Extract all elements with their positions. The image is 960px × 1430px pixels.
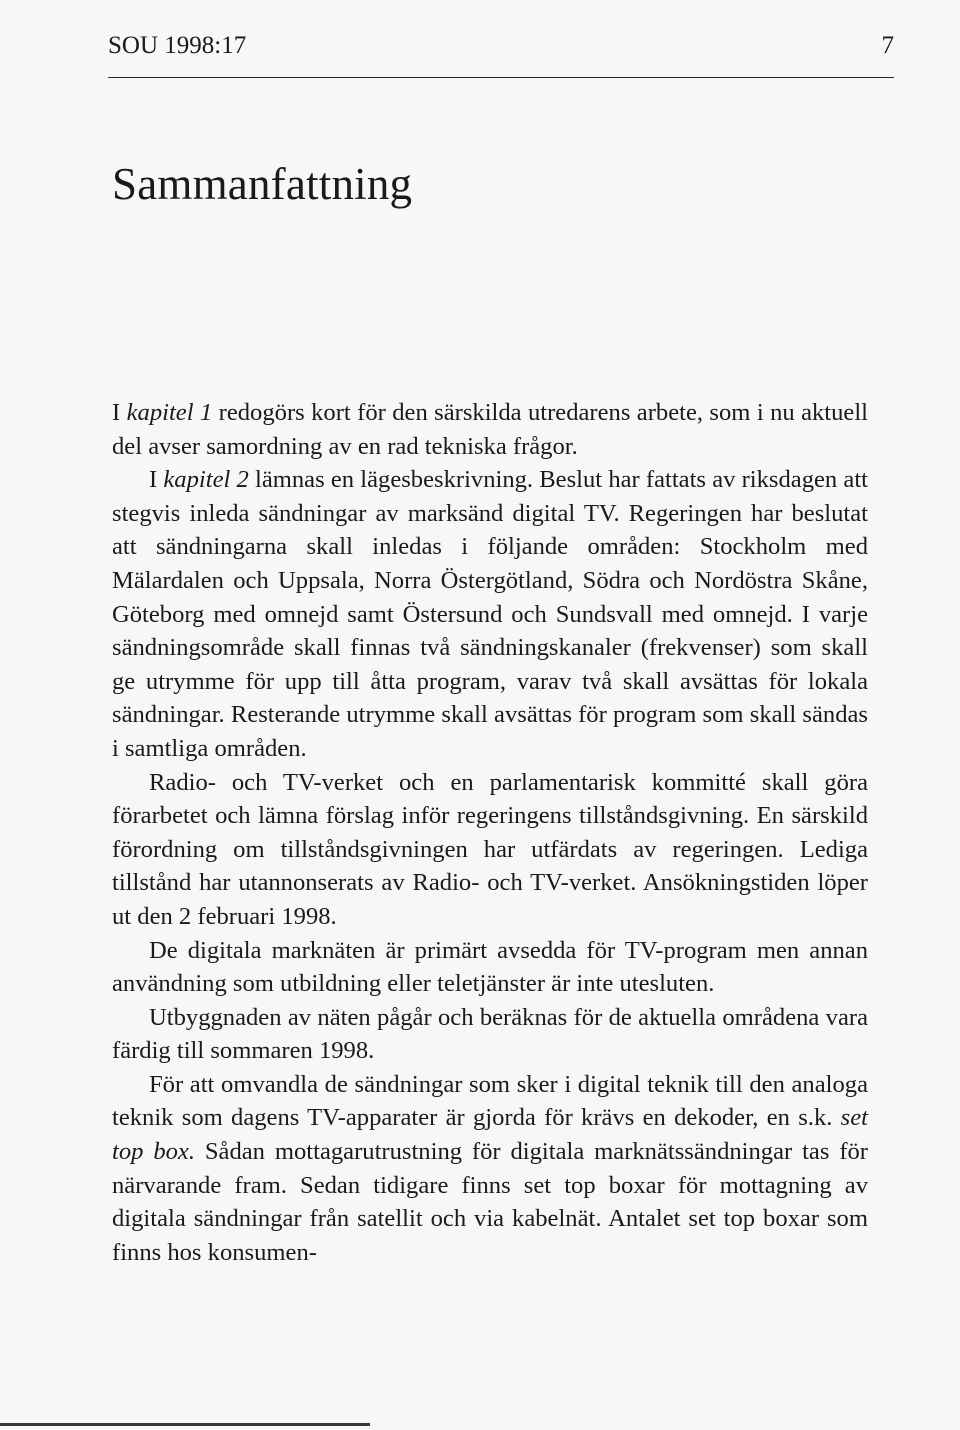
- paragraph-1-text-a: I: [112, 399, 127, 426]
- paragraph-6-text-a: För att omvandla de sändningar som sker i digital teknik till den analoga teknik som dagens TV-apparater är gjorda för krävs en dekoder, en s.k.: [112, 1070, 868, 1132]
- paragraph-5: Utbyggnaden av näten pågår och beräknas för de aktuella områdena vara färdig till sommaren 1998.: [112, 1003, 868, 1065]
- paragraph-2-text-a: I: [149, 466, 164, 494]
- paragraph-4: De digitala marknäten är primärt avsedda för TV-program men annan användning som utbildning eller teletjänster är inte utesluten.: [112, 936, 868, 998]
- footer-rule: [0, 1423, 370, 1426]
- paragraph-2-emphasis: kapitel 2: [163, 466, 249, 494]
- running-header: [108, 26, 894, 66]
- header-rule: [108, 77, 894, 78]
- chapter-title: Sammanfattning: [112, 159, 413, 209]
- report-reference: SOU 1998:17: [108, 32, 247, 59]
- paragraph-3: Radio- och TV-verket och en parlamentarisk kommitté skall göra förarbetet och lämna förslag inför regeringens tillståndsgivning. En särskild förordning om tillståndsgivningen har utfärdats av regeringen. Lediga tillstånd har utannonserats av Radio- och TV-verket. Ansökningstiden löper ut den 2 februari 1998.: [112, 768, 868, 930]
- paragraph-2: [112, 463, 868, 765]
- paragraph-6-text-c: Sådan mottagarutrustning för digitala marknätssändningar tas för närvarande fram. Sedan tidigare finns set top boxar för mottagning av digitala sändningar från satellit och via kabelnät. Antalet set top boxar som finns hos konsumen-: [112, 1138, 868, 1266]
- paragraph-1: [112, 396, 868, 463]
- paragraph-1-text-c: redogörs kort för den särskilda utredarens arbete, som i nu aktuell del avser samordning av en rad tekniska frågor.: [112, 399, 869, 460]
- paragraph-1-emphasis: kapitel 1: [126, 399, 213, 426]
- paragraph-6: [112, 1068, 868, 1270]
- page-number: 7: [881, 32, 894, 59]
- paragraph-6-emphasis: set top box.: [112, 1104, 868, 1166]
- paragraph-2-text-c: lämnas en lägesbeskrivning. Beslut har fattats av riksdagen att stegvis inleda sändningar av marksänd digital TV. Regeringen har beslutat att sändningarna skall inledas i följande områden: Stockholm med Mälardalen och Uppsala, Norra Östergötland, Södra och Nordöstra Skåne, Göteborg med omnejd samt Östersund och Sundsvall med omnejd. I varje sändningsområde skall finnas två sändningskanaler (frekvenser) som skall ge utrymme för upp till åtta program, varav två skall avsättas för lokala sändningar. Resterande utrymme skall avsättas för program som skall sändas i samtliga områden.: [112, 466, 868, 762]
- body-text: [112, 396, 868, 1269]
